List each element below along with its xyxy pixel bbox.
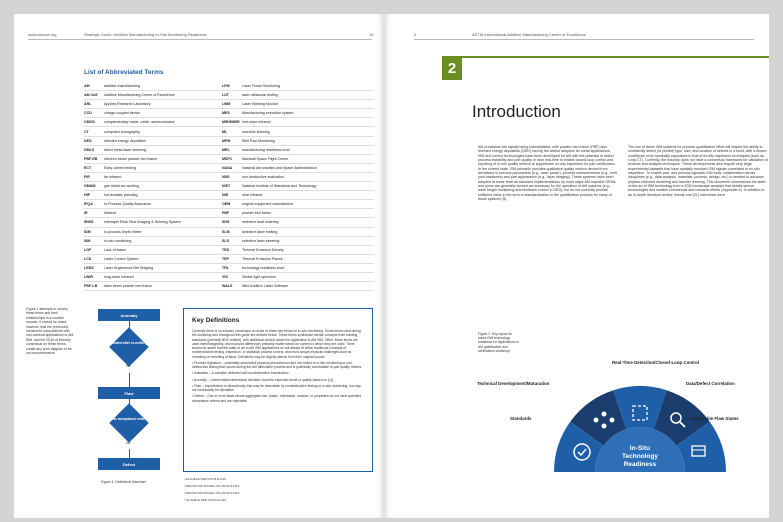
- abbr-term: HIP: [84, 193, 90, 198]
- abbr-term: PBF: [222, 211, 230, 216]
- key-definitions-box: [183, 308, 373, 472]
- abbr-definition: original equipment manufacturer: [242, 202, 294, 207]
- abbr-term: SLM: [222, 229, 230, 234]
- abbr-row: [84, 91, 374, 100]
- abbr-term: NIST: [222, 184, 231, 189]
- abbr-definition: Eddy current testing: [104, 165, 136, 170]
- abbr-term: ECT: [84, 165, 92, 170]
- key-definitions-text: [192, 329, 364, 405]
- kd-paragraph: • Indication – A variation detected with nondestructive examination: [192, 371, 289, 376]
- flow-connector: [129, 373, 130, 387]
- abbr-definition: directed energy deposition: [104, 138, 147, 143]
- abbr-row: [84, 146, 374, 155]
- abbr-definition: Marshall Space Flight Center: [242, 156, 289, 161]
- abbr-definition: Laser Engineered Net Shaping: [104, 265, 154, 270]
- center-label-line: Readiness: [623, 461, 657, 468]
- abbr-term: ML: [222, 129, 228, 134]
- abbr-term: CCD: [84, 111, 92, 116]
- abbr-term: PBF-LB: [84, 284, 98, 289]
- abbr-definition: gas metal arc welding: [104, 184, 139, 189]
- abbr-term: GMAW: [84, 184, 96, 189]
- abbr-term: FIR: [84, 174, 90, 179]
- abbr-term: LCS: [84, 256, 92, 261]
- abbr-definition: Laser Power Monitoring: [242, 84, 280, 89]
- abbr-definition: non-destructive evaluation: [242, 174, 284, 179]
- abbr-definition: laser beam powder bed fusion: [104, 284, 153, 289]
- footnote: ⁴ ELIGIBLE PER ASTM E1316: [184, 498, 227, 502]
- right-header-page: 2: [414, 32, 417, 37]
- abbr-definition: National Aeronautics and Space Administration: [242, 165, 317, 170]
- abbr-definition: powder bed fusion: [242, 211, 272, 216]
- abbr-term: MIR/MWIR: [222, 120, 240, 125]
- abbr-definition: National Institute of Standards and Technology: [242, 184, 317, 189]
- flow-connector: [129, 449, 130, 458]
- right-page: [384, 14, 769, 518]
- abbr-row: [84, 209, 374, 218]
- abbr-term: MSFC: [222, 156, 233, 161]
- abbr-definition: computed tomography: [104, 129, 140, 134]
- abbr-term: MPM: [222, 138, 231, 143]
- abbr-term: TED: [222, 247, 230, 252]
- abbr-definition: Laser Welding Monitor: [242, 102, 278, 107]
- abbr-row: [84, 264, 374, 273]
- abbr-definition: machine-learning: [242, 129, 270, 134]
- kd-paragraph: Currently there is no industry consensus on some of these key terms for in-situ monitoring. Some terms used during the workshop and throughout this guide are defined below. These terms synthesize similar concepts from existing standards (primarily NDE-related), with additional context added for application to AM ISM. Often, these terms are used interchangeably, and nuanced differences primarily matter based on context in which they are used. There should be aware that the state-of-art in AM ISM applications do not always fit within traditional concepts of nondestructive testing, inspection, or statistical process control, and must unique physical challenges such as reheating or remelting of flaws. Definitions may be slightly altered from their original source:: [192, 329, 361, 359]
- abbr-row: [84, 182, 374, 191]
- abbr-definition: Wire Additive Laser Software: [242, 284, 289, 289]
- abbr-row: [84, 228, 374, 237]
- label-detectable: Detectable Flaw States: [691, 416, 739, 421]
- abbr-term: IPQA: [84, 202, 93, 207]
- abbr-row: [84, 137, 374, 146]
- left-header-page: 15: [369, 32, 374, 37]
- abbr-definition: In-Process Quality Assurance: [104, 202, 152, 207]
- abbr-term: MRL: [222, 147, 230, 152]
- abbr-row: [84, 246, 374, 255]
- abbr-definition: mid-wave infrared: [242, 120, 271, 125]
- intro-column-1: AM processes are rapidly being industrialized, with powder bed fusion (PBF) and directed energy deposition (DED) having the widest adoption for metal applications. ISM and control technologies have been developed for AM with the potential to detect process instability and part quality in near real-time to enable closed-loop control and reporting of in-situ quality metrics to supplement ex-situ inspection for part certification. In the current state, ISM primarily provides qualitative quality metrics derived from deviations in process parameters (e.g., laser power), process measurements (e.g., melt pool irradiance) and part appearance (e.g., layer imaging). These systems have been adopted at some level as standard implementations by most major AM machine OEMs and some are generally viewed as necessary for the operation of AM systems (e.g., track height monitoring and feedback control in DED), but do not currently provide sufficient value in the form of standardization to the qualification process for many of those systems [5].: [478, 145, 618, 202]
- abbr-row: [84, 255, 374, 264]
- abbr-term: LWM: [222, 102, 231, 107]
- flow-decision-acceptance-label: Meets acceptance criteria?: [107, 417, 151, 421]
- abbr-term: MES: [222, 111, 230, 116]
- kd-paragraph: • Flaw – Imperfection or discontinuity that may be detectable by nondestructive testing or in-situ monitoring, but may not necessarily be rejectable: [192, 383, 361, 392]
- abbr-term: NASA: [222, 165, 233, 170]
- abbr-definition: additive manufacturing: [104, 84, 141, 89]
- abbr-term: DMLS: [84, 147, 95, 152]
- abbr-definition: Lack of fusion: [104, 247, 127, 252]
- abbr-row: [84, 191, 374, 200]
- header-rule: [414, 39, 754, 40]
- chapter-bar: [442, 56, 769, 58]
- abbr-row: [84, 282, 374, 291]
- abbr-definition: technology readiness level: [242, 265, 285, 270]
- left-page: [14, 14, 384, 518]
- abbr-term: OEM: [222, 202, 231, 207]
- kd-paragraph: • Process Signature – potentially observable physical phenomenon and not limited to in-situ monitoring or non-destructive testing that occurs during the AM fabrication process and is potentially correlatable to part quality metrics: [192, 360, 362, 369]
- abbr-definition: infrared: [104, 211, 117, 216]
- abbr-term: PBF-EB: [84, 156, 98, 161]
- footnote: ³ DEFINITION BASED ON ASTM E1316: [184, 491, 240, 495]
- label-realtime: Real-Time Detection/Closed-Loop Control: [612, 360, 700, 365]
- abbr-term: IDM: [84, 229, 91, 234]
- abbr-definition: electron beam powder bed fusion: [104, 156, 158, 161]
- header-rule: [28, 39, 372, 40]
- abbr-term: NIR: [222, 193, 229, 198]
- abbr-definition: hot isostatic pressing: [104, 193, 138, 198]
- abbr-term: TRL: [222, 265, 229, 270]
- abbr-definition: complementary metal -oxide -semiconductor: [104, 120, 175, 125]
- abbr-definition: far infrared: [104, 174, 122, 179]
- flow-defect-box: Defect: [98, 458, 160, 470]
- abbr-term: SLS: [222, 238, 229, 243]
- abbr-term: LWIR: [84, 275, 93, 280]
- abbr-term: CT: [84, 129, 89, 134]
- flow-no-label: No: [126, 441, 131, 445]
- abbreviations-title: List of Abbreviated Terms: [84, 69, 164, 76]
- abbr-term: LUT: [222, 93, 229, 98]
- abbr-row: [84, 237, 374, 246]
- abbr-definition: selective heat sintering: [242, 220, 279, 225]
- abbr-definition: Laser Control System: [104, 256, 139, 261]
- abbr-term: AM: [84, 84, 90, 89]
- figure-2-caption: Figure 2. Key topics for future ISM technology readiness for applications in AM qualification and certification workshop: [478, 332, 519, 353]
- abbr-row: [84, 82, 374, 91]
- abbr-term: ARL: [84, 102, 92, 107]
- abbr-term: LENS: [84, 265, 94, 270]
- flow-decision-remelt-label: Healed after re-melting: [110, 341, 148, 345]
- abbr-row: [84, 109, 374, 118]
- label-data: Data/Defect Correlation: [686, 381, 735, 386]
- abbr-term: LOF: [84, 247, 92, 252]
- abbr-definition: Thermal Emission Density: [242, 247, 284, 252]
- abbr-term: LPM: [222, 84, 230, 89]
- abbr-row: [84, 200, 374, 209]
- intro-column-2: The use of these ISM systems for process qualification effort will require the ability to confidently detect (or predict) type, size, and location of defects in a build, with a known confidence level nominally equivalent to that of ex-situ inspection techniques (such as x-ray CT). Currently, the industry does not have a consensus framework for validation of sensors and analysis techniques. These developments also require very large experimental datasets that have spatially resolved ISM signals correlated to ex-situ inspection. To enable part- and process-agnostic ISM tools, collaboration across disciplines (e.g., data analysis, materials, process, design, etc.) is needed to advance physics-informed modeling and transfer learning. This document summarizes the state-of-the-art of ISM technology from a 2020 landscape analysis that details sensor technologies and notable commercial and research efforts (Appendix A). In addition to an in-depth literature review, twenty-one (21) interviews were: [628, 145, 768, 197]
- abbr-definition: laser ultrasonic testing: [242, 93, 278, 98]
- center-label-line: Technology: [622, 453, 658, 460]
- kd-paragraph: • Anomaly – Unintended/unintentional deviation from the expected result or quality (based on [1]): [192, 377, 333, 382]
- abbr-term: VIS: [222, 275, 228, 280]
- abbr-row: [84, 173, 374, 182]
- abbr-definition: selective laser sintering: [242, 238, 280, 243]
- abbr-term: AM CoE: [84, 93, 98, 98]
- abbr-definition: Manufacturing execution system: [242, 111, 294, 116]
- abbr-term: WALS: [222, 284, 233, 289]
- abbr-row: [84, 100, 374, 109]
- figure-1-label: Figure 1. Definitions flowchart: [101, 480, 146, 484]
- abbr-row: [84, 155, 374, 164]
- abbr-definition: Visible light spectrum: [242, 275, 276, 280]
- abbr-row: [84, 273, 374, 282]
- abbr-definition: Melt Pool Monitoring: [242, 138, 275, 143]
- abbr-row: [84, 164, 374, 173]
- abbr-term: ISM: [84, 238, 91, 243]
- abbr-row: [84, 118, 374, 127]
- footnote: ¹ ELIGIBLE PER ASTM E1316: [184, 477, 226, 481]
- abbr-row: [84, 218, 374, 227]
- abbr-term: IR: [84, 211, 88, 216]
- abbr-definition: Applied Research Laboratory: [104, 102, 151, 107]
- left-header-site: www.amcoe.org: [28, 32, 57, 37]
- left-header-title: Strategic Guide: Additive Manufacturing In-Situ Monitoring Readiness: [84, 32, 207, 37]
- center-label-line: In-Situ: [629, 445, 651, 452]
- flow-anomaly-box: Anomaly: [98, 309, 160, 321]
- abbr-definition: In-process Depth Meter: [104, 229, 142, 234]
- kd-paragraph: • Defect – One or more flaws whose aggregate size, shape, orientation, location, or properties do not meet specified acceptance criteria and are rejectable: [192, 394, 362, 403]
- flow-decision-remelt: [109, 327, 149, 367]
- right-header-org: ASTM International Additive Manufacturing Center of Excellence: [472, 32, 586, 37]
- abbr-term: SHS: [222, 220, 230, 225]
- abbr-definition: near infrared: [242, 193, 263, 198]
- abbreviations-table: [84, 82, 374, 291]
- abbr-term: DED: [84, 138, 92, 143]
- flow-decision-acceptance: [109, 403, 149, 443]
- footnote: ² DEFINITION BASED ON ASTM E1316: [184, 484, 240, 488]
- flow-flaw-box: Flaw: [98, 387, 160, 399]
- flow-no-label: No: [126, 364, 131, 368]
- abbr-term: TEP: [222, 256, 229, 261]
- abbr-row: [84, 127, 374, 136]
- flow-caption: Figure 1 attempts to convey these terms and their relationships in a concise manner. It should be noted, however, that the previously mentioned compositions with non-nominal applications or AM ISM, and the ISQA of industry consensus on these terms, create any such diagram to be not comprehensive.: [26, 307, 74, 356]
- abbr-definition: in-situ monitoring: [104, 238, 132, 243]
- label-techdev: Technical Development/Maturation: [477, 381, 550, 386]
- key-definitions-title: Key Definitions: [192, 317, 240, 324]
- abbr-definition: Additive Manufacturing Center of Excellence: [104, 93, 175, 98]
- chapter-number: 2: [442, 56, 462, 80]
- abbr-definition: direct metal laser sintering: [104, 147, 146, 152]
- abbr-definition: long-wave infrared: [104, 275, 134, 280]
- abbr-term: IRISS: [84, 220, 94, 225]
- abbr-definition: Thermal Emission Planck: [242, 256, 283, 261]
- abbr-definition: selective laser melting: [242, 229, 278, 234]
- abbr-definition: charge-coupled device: [104, 111, 141, 116]
- abbr-term: NDE: [222, 174, 230, 179]
- chapter-title: Introduction: [472, 102, 561, 121]
- label-standards: Standards: [510, 416, 532, 421]
- abbr-definition: Interlayer Real-Time Imaging & Sensing System: [104, 220, 181, 225]
- abbr-definition: manufacturing readiness level: [242, 147, 290, 152]
- abbr-term: CMOS: [84, 120, 95, 125]
